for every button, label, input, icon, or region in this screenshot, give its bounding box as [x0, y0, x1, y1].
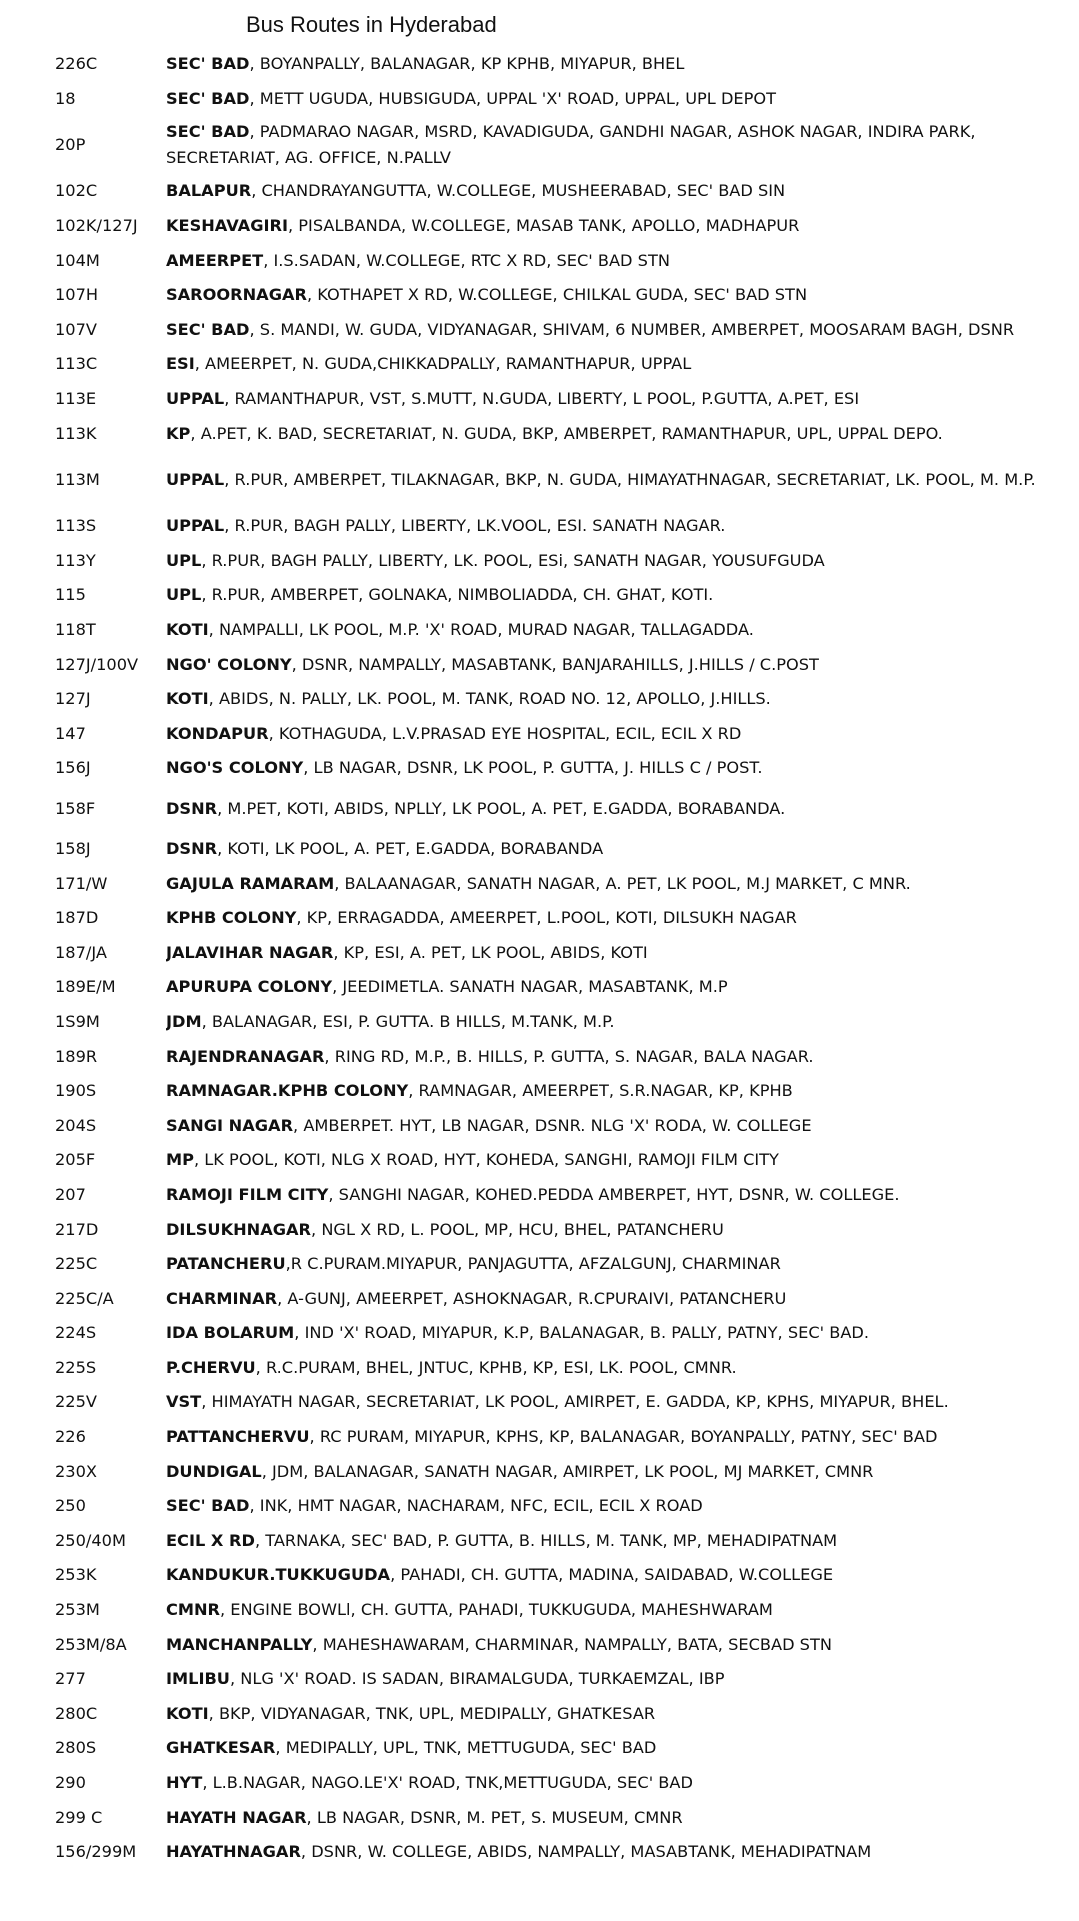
route-description: [166, 282, 1079, 308]
route-description: [166, 755, 1079, 781]
route-stops: , KOTHAPET X RD, W.COLLEGE, CHILKAL GUDA, SEC' BAD STN: [307, 285, 808, 305]
route-stops: , ABIDS, N. PALLY, LK. POOL, M. TANK, ROAD NO. 12, APOLLO, J.HILLS.: [208, 689, 771, 709]
route-origin: CMNR: [166, 1600, 221, 1620]
route-row: [0, 578, 1079, 613]
route-row: [0, 1351, 1079, 1386]
route-number: 299 C: [55, 1807, 103, 1827]
route-number: 187/JA: [55, 942, 107, 962]
route-stops: , KOTHAGUDA, L.V.PRASAD EYE HOSPITAL, ECIL, ECIL X RD: [268, 723, 742, 743]
route-stops: , I.S.SADAN, W.COLLEGE, RTC X RD, SEC' BAD STN: [263, 250, 670, 270]
route-description: [166, 548, 1079, 574]
route-stops: ,R C.PURAM.MIYAPUR, PANJAGUTTA, AFZALGUNJ, CHARMINAR: [285, 1254, 781, 1274]
route-description: [166, 652, 1079, 678]
route-number: 18: [55, 88, 76, 108]
route-row: [0, 1108, 1079, 1143]
route-row: [0, 1558, 1079, 1593]
route-number: 230X: [55, 1461, 97, 1481]
route-origin: MP: [166, 1150, 194, 1170]
route-description: [166, 686, 1079, 712]
route-row: [0, 1247, 1079, 1282]
route-number: 187D: [55, 908, 99, 928]
route-origin: HYT: [166, 1773, 203, 1793]
route-row: [0, 243, 1079, 278]
route-number: 113K: [55, 423, 97, 443]
route-description: [166, 1217, 1079, 1243]
route-number: 189R: [55, 1046, 98, 1066]
route-origin: UPPAL: [166, 516, 225, 536]
route-description: [166, 1355, 1079, 1381]
route-origin: KESHAVAGIRI: [166, 216, 288, 236]
route-stops: , R.PUR, AMBERPET, GOLNAKA, NIMBOLIADDA, CH. GHAT, KOTI.: [201, 585, 714, 605]
route-description: [166, 1597, 1079, 1623]
route-description: [166, 940, 1079, 966]
route-stops: , SANGHI NAGAR, KOHED.PEDDA AMBERPET, HYT, DSNR, W. COLLEGE.: [328, 1184, 900, 1204]
route-number: 204S: [55, 1115, 97, 1135]
route-origin: VST: [166, 1392, 202, 1412]
route-number: 225C: [55, 1254, 98, 1274]
route-description: [166, 1493, 1079, 1519]
route-row: [0, 174, 1079, 209]
route-number: 113S: [55, 516, 97, 536]
route-number: 171/W: [55, 873, 108, 893]
route-origin: SAROORNAGAR: [166, 285, 307, 305]
route-number: 1S9M: [55, 1011, 100, 1031]
route-number: 217D: [55, 1219, 99, 1239]
route-number: 107H: [55, 285, 99, 305]
route-stops: , IND 'X' ROAD, MIYAPUR, K.P, BALANAGAR, B. PALLY, PATNY, SEC' BAD.: [294, 1323, 870, 1343]
route-stops: , AMEERPET, N. GUDA,CHIKKADPALLY, RAMANTHAPUR, UPPAL: [194, 354, 692, 374]
route-row: [0, 1143, 1079, 1178]
route-row: [0, 416, 1079, 451]
route-stops: , DSNR, W. COLLEGE, ABIDS, NAMPALLY, MASABTANK, MEHADIPATNAM: [300, 1842, 872, 1862]
route-row: [0, 544, 1079, 579]
route-row: [0, 1766, 1079, 1801]
route-row: [0, 1212, 1079, 1247]
route-origin: KP: [166, 423, 191, 443]
route-number: 127J/100V: [55, 654, 139, 674]
route-origin: PATTANCHERVU: [166, 1427, 310, 1447]
route-number: 250/40M: [55, 1530, 126, 1550]
route-number: 107V: [55, 319, 97, 339]
route-stops: , HIMAYATH NAGAR, SECRETARIAT, LK POOL, AMIRPET, E. GADDA, KP, KPHS, MIYAPUR, BHEL.: [201, 1392, 949, 1412]
route-description: [166, 836, 1079, 862]
route-row: [0, 1627, 1079, 1662]
route-description: [166, 386, 1079, 412]
route-origin: KPHB COLONY: [166, 908, 297, 928]
page-title: Bus Routes in Hyderabad: [246, 12, 497, 37]
route-description: [166, 119, 1079, 171]
route-origin: RAJENDRANAGAR: [166, 1046, 325, 1066]
route-stops: , KOTI, LK POOL, A. PET, E.GADDA, BORABANDA: [217, 838, 604, 858]
route-row: [0, 347, 1079, 382]
route-number: 253M/8A: [55, 1634, 127, 1654]
route-origin: AMEERPET: [166, 250, 264, 270]
route-stops: , A-GUNJ, AMEERPET, ASHOKNAGAR, R.CPURAIVI, PATANCHERU: [277, 1288, 787, 1308]
route-number: 224S: [55, 1323, 97, 1343]
route-description: [166, 1459, 1079, 1485]
route-description: [166, 1147, 1079, 1173]
route-number: 189E/M: [55, 977, 116, 997]
route-stops: , LB NAGAR, DSNR, LK POOL, P. GUTTA, J. HILLS C / POST.: [303, 758, 763, 778]
route-description: [166, 178, 1079, 204]
route-row: [0, 786, 1079, 832]
route-row: [0, 1593, 1079, 1628]
route-description: [166, 1009, 1079, 1035]
route-description: [166, 421, 1079, 447]
route-row: [0, 509, 1079, 544]
route-origin: PATANCHERU: [166, 1254, 286, 1274]
route-row: [0, 278, 1079, 313]
route-row: [0, 970, 1079, 1005]
route-row: [0, 682, 1079, 717]
route-number: 102K/127J: [55, 216, 138, 236]
route-row: [0, 116, 1079, 174]
route-row: [0, 313, 1079, 348]
route-description: [166, 1113, 1079, 1139]
route-description: [166, 213, 1079, 239]
route-origin: JALAVIHAR NAGAR: [166, 942, 334, 962]
route-origin: UPPAL: [166, 389, 225, 409]
route-row: [0, 1697, 1079, 1732]
route-stops: , INK, HMT NAGAR, NACHARAM, NFC, ECIL, ECIL X ROAD: [249, 1496, 703, 1516]
route-row: [0, 1835, 1079, 1870]
route-description: [166, 721, 1079, 747]
route-number: 225V: [55, 1392, 97, 1412]
route-stops: , R.PUR, AMBERPET, TILAKNAGAR, BKP, N. GUDA, HIMAYATHNAGAR, SECRETARIAT, LK. POOL, M. M.P.: [224, 469, 1036, 489]
route-row: [0, 82, 1079, 117]
route-number: 277: [55, 1669, 86, 1689]
route-origin: DSNR: [166, 838, 218, 858]
route-origin: KONDAPUR: [166, 723, 269, 743]
route-stops: , RAMNAGAR, AMEERPET, S.R.NAGAR, KP, KPHB: [408, 1081, 793, 1101]
route-stops: , KP, ESI, A. PET, LK POOL, ABIDS, KOTI: [333, 942, 648, 962]
route-number: 207: [55, 1184, 86, 1204]
route-number: 147: [55, 723, 86, 743]
route-number: 225C/A: [55, 1288, 114, 1308]
route-number: 102C: [55, 181, 98, 201]
route-number: 226: [55, 1427, 86, 1447]
route-origin: IDA BOLARUM: [166, 1323, 295, 1343]
route-number: 113Y: [55, 550, 96, 570]
route-row: [0, 1281, 1079, 1316]
route-origin: GHATKESAR: [166, 1738, 276, 1758]
route-stops: , DSNR, NAMPALLY, MASABTANK, BANJARAHILLS, J.HILLS / C.POST: [291, 654, 819, 674]
route-stops: , R.C.PURAM, BHEL, JNTUC, KPHB, KP, ESI, LK. POOL, CMNR.: [255, 1357, 737, 1377]
route-number: 280C: [55, 1703, 98, 1723]
route-origin: RAMNAGAR.KPHB COLONY: [166, 1081, 409, 1101]
route-row: [0, 647, 1079, 682]
route-number: 205F: [55, 1150, 96, 1170]
route-row: [0, 382, 1079, 417]
route-row: [0, 1178, 1079, 1213]
route-row: [0, 1800, 1079, 1835]
route-origin: SEC' BAD: [166, 1496, 250, 1516]
route-row: [0, 1489, 1079, 1524]
route-stops: , PISALBANDA, W.COLLEGE, MASAB TANK, APOLLO, MADHAPUR: [288, 216, 800, 236]
route-origin: UPPAL: [166, 469, 225, 489]
route-description: [166, 317, 1079, 343]
route-description: [166, 1701, 1079, 1727]
route-origin: KOTI: [166, 689, 209, 709]
route-number: 253K: [55, 1565, 97, 1585]
route-number: 113C: [55, 354, 98, 374]
route-description: [166, 467, 1079, 493]
route-description: [166, 1078, 1079, 1104]
route-description: [166, 582, 1079, 608]
route-description: [166, 1735, 1079, 1761]
route-row: [0, 451, 1079, 509]
route-stops: , TARNAKA, SEC' BAD, P. GUTTA, B. HILLS, M. TANK, MP, MEHADIPATNAM: [254, 1530, 838, 1550]
route-description: [166, 1251, 1079, 1277]
route-origin: APURUPA COLONY: [166, 977, 333, 997]
route-stops: , PAHADI, CH. GUTTA, MADINA, SAIDABAD, W.COLLEGE: [390, 1565, 834, 1585]
route-row: [0, 209, 1079, 244]
route-description: [166, 1562, 1079, 1588]
route-origin: BALAPUR: [166, 181, 252, 201]
route-stops: , RING RD, M.P., B. HILLS, P. GUTTA, S. NAGAR, BALA NAGAR.: [324, 1046, 814, 1066]
route-row: [0, 717, 1079, 752]
route-number: 127J: [55, 689, 91, 709]
route-number: 118T: [55, 620, 96, 640]
route-description: [166, 513, 1079, 539]
route-row: [0, 47, 1079, 82]
route-description: [166, 1389, 1079, 1415]
route-description: [166, 617, 1079, 643]
route-stops: , R.PUR, BAGH PALLY, LIBERTY, LK.VOOL, ESI. SANATH NAGAR.: [224, 516, 726, 536]
route-origin: NGO'S COLONY: [166, 758, 304, 778]
route-stops: , PADMARAO NAGAR, MSRD, KAVADIGUDA, GANDHI NAGAR, ASHOK NAGAR, INDIRA PARK, SECRETARIAT, AG. OFFICE, N.PALLV: [166, 122, 976, 168]
route-stops: , METT UGUDA, HUBSIGUDA, UPPAL 'X' ROAD, UPPAL, UPL DEPOT: [249, 88, 777, 108]
route-stops: , MAHESHAWARAM, CHARMINAR, NAMPALLY, BATA, SECBAD STN: [312, 1634, 832, 1654]
route-row: [0, 1662, 1079, 1697]
route-origin: SEC' BAD: [166, 54, 250, 74]
route-number: 250: [55, 1496, 86, 1516]
route-stops: , LB NAGAR, DSNR, M. PET, S. MUSEUM, CMNR: [306, 1807, 683, 1827]
route-number: 280S: [55, 1738, 97, 1758]
route-number: 104M: [55, 250, 100, 270]
route-description: [166, 974, 1079, 1000]
route-number: 20P: [55, 135, 86, 155]
route-origin: SEC' BAD: [166, 122, 250, 142]
route-origin: IMLIBU: [166, 1669, 230, 1689]
route-origin: UPL: [166, 550, 202, 570]
route-description: [166, 1805, 1079, 1831]
route-origin: HAYATHNAGAR: [166, 1842, 301, 1862]
route-origin: UPL: [166, 585, 202, 605]
route-description: [166, 1666, 1079, 1692]
route-stops: , BALANAGAR, ESI, P. GUTTA. B HILLS, M.TANK, M.P.: [201, 1011, 615, 1031]
route-stops: , ENGINE BOWLl, CH. GUTTA, PAHADI, TUKKUGUDA, MAHESHWARAM: [220, 1600, 773, 1620]
route-origin: HAYATH NAGAR: [166, 1807, 307, 1827]
route-row: [0, 1316, 1079, 1351]
route-stops: , L.B.NAGAR, NAGO.LE'X' ROAD, TNK,METTUGUDA, SEC' BAD: [202, 1773, 693, 1793]
route-number: 156/299M: [55, 1842, 137, 1862]
route-origin: KOTI: [166, 1703, 209, 1723]
route-description: [166, 1286, 1079, 1312]
route-stops: , BALAANAGAR, SANATH NAGAR, A. PET, LK POOL, M.J MARKET, C MNR.: [334, 873, 911, 893]
route-number: 113E: [55, 389, 97, 409]
route-description: [166, 1182, 1079, 1208]
route-description: [166, 1770, 1079, 1796]
route-origin: SEC' BAD: [166, 319, 250, 339]
route-row: [0, 1420, 1079, 1455]
route-number: 158J: [55, 838, 91, 858]
route-stops: , CHANDRAYANGUTTA, W.COLLEGE, MUSHEERABAD, SEC' BAD SIN: [251, 181, 786, 201]
route-number: 156J: [55, 758, 91, 778]
route-stops: , A.PET, K. BAD, SECRETARIAT, N. GUDA, BKP, AMBERPET, RAMANTHAPUR, UPL, UPPAL DEPO.: [190, 423, 943, 443]
route-description: [166, 905, 1079, 931]
route-row: [0, 751, 1079, 786]
route-row: [0, 901, 1079, 936]
route-row: [0, 1454, 1079, 1489]
route-row: [0, 1039, 1079, 1074]
routes-list: [0, 47, 1079, 1870]
route-description: [166, 248, 1079, 274]
route-description: [166, 871, 1079, 897]
route-stops: , RAMANTHAPUR, VST, S.MUTT, N.GUDA, LIBERTY, L POOL, P.GUTTA, A.PET, ESI: [224, 389, 860, 409]
route-origin: ECIL X RD: [166, 1530, 255, 1550]
route-origin: DUNDIGAL: [166, 1461, 262, 1481]
route-number: 190S: [55, 1081, 97, 1101]
route-stops: , AMBERPET. HYT, LB NAGAR, DSNR. NLG 'X' RODA, W. COLLEGE: [293, 1115, 812, 1135]
route-stops: , NAMPALLI, LK POOL, M.P. 'X' ROAD, MURAD NAGAR, TALLAGADDA.: [208, 620, 754, 640]
route-description: [166, 1044, 1079, 1070]
route-row: [0, 832, 1079, 867]
route-number: 113M: [55, 469, 100, 489]
route-number: 226C: [55, 54, 98, 74]
route-row: [0, 1524, 1079, 1559]
route-origin: SEC' BAD: [166, 88, 250, 108]
route-origin: KOTI: [166, 620, 209, 640]
route-stops: , S. MANDI, W. GUDA, VIDYANAGAR, SHIVAM, 6 NUMBER, AMBERPET, MOOSARAM BAGH, DSNR: [249, 319, 1015, 339]
route-origin: DSNR: [166, 798, 218, 818]
route-row: [0, 1074, 1079, 1109]
route-row: [0, 1385, 1079, 1420]
route-description: [166, 1839, 1079, 1865]
route-origin: JDM: [166, 1011, 202, 1031]
route-stops: , MEDIPALLY, UPL, TNK, METTUGUDA, SEC' BAD: [275, 1738, 657, 1758]
route-number: 290: [55, 1773, 86, 1793]
route-number: 225S: [55, 1357, 97, 1377]
route-origin: MANCHANPALLY: [166, 1634, 313, 1654]
route-origin: NGO' COLONY: [166, 654, 292, 674]
route-origin: DILSUKHNAGAR: [166, 1219, 312, 1239]
route-stops: , JDM, BALANAGAR, SANATH NAGAR, AMIRPET, LK POOL, MJ MARKET, CMNR: [261, 1461, 874, 1481]
route-stops: , M.PET, KOTI, ABIDS, NPLLY, LK POOL, A. PET, E.GADDA, BORABANDA.: [217, 798, 786, 818]
route-row: [0, 613, 1079, 648]
route-row: [0, 935, 1079, 970]
route-stops: , JEEDIMETLA. SANATH NAGAR, MASABTANK, M.P: [332, 977, 728, 997]
route-number: 115: [55, 585, 86, 605]
route-origin: CHARMINAR: [166, 1288, 278, 1308]
route-stops: , NLG 'X' ROAD. IS SADAN, BIRAMALGUDA, TURKAEMZAL, IBP: [229, 1669, 725, 1689]
route-stops: , BKP, VIDYANAGAR, TNK, UPL, MEDIPALLY, GHATKESAR: [208, 1703, 656, 1723]
route-description: [166, 1424, 1079, 1450]
route-description: [166, 86, 1079, 112]
route-origin: SANGI NAGAR: [166, 1115, 294, 1135]
route-origin: GAJULA RAMARAM: [166, 873, 335, 893]
route-number: 253M: [55, 1600, 100, 1620]
route-description: [166, 1320, 1079, 1346]
route-row: [0, 1005, 1079, 1040]
route-stops: , BOYANPALLY, BALANAGAR, KP KPHB, MIYAPUR, BHEL: [249, 54, 685, 74]
route-origin: P.CHERVU: [166, 1357, 256, 1377]
route-stops: , R.PUR, BAGH PALLY, LIBERTY, LK. POOL, ESi, SANATH NAGAR, YOUSUFGUDA: [201, 550, 825, 570]
route-description: [166, 1528, 1079, 1554]
route-stops: , KP, ERRAGADDA, AMEERPET, L.POOL, KOTI, DILSUKH NAGAR: [296, 908, 797, 928]
route-description: [166, 796, 1079, 822]
route-row: [0, 1731, 1079, 1766]
route-origin: ESI: [166, 354, 195, 374]
route-description: [166, 51, 1079, 77]
route-description: [166, 351, 1079, 377]
route-stops: , NGL X RD, L. POOL, MP, HCU, BHEL, PATANCHERU: [311, 1219, 724, 1239]
route-stops: , RC PURAM, MIYAPUR, KPHS, KP, BALANAGAR, BOYANPALLY, PATNY, SEC' BAD: [309, 1427, 938, 1447]
route-row: [0, 866, 1079, 901]
route-stops: , LK POOL, KOTI, NLG X ROAD, HYT, KOHEDA, SANGHI, RAMOJI FILM CITY: [193, 1150, 779, 1170]
route-number: 158F: [55, 798, 96, 818]
route-origin: KANDUKUR.TUKKUGUDA: [166, 1565, 391, 1585]
route-description: [166, 1632, 1079, 1658]
route-origin: RAMOJI FILM CITY: [166, 1184, 329, 1204]
